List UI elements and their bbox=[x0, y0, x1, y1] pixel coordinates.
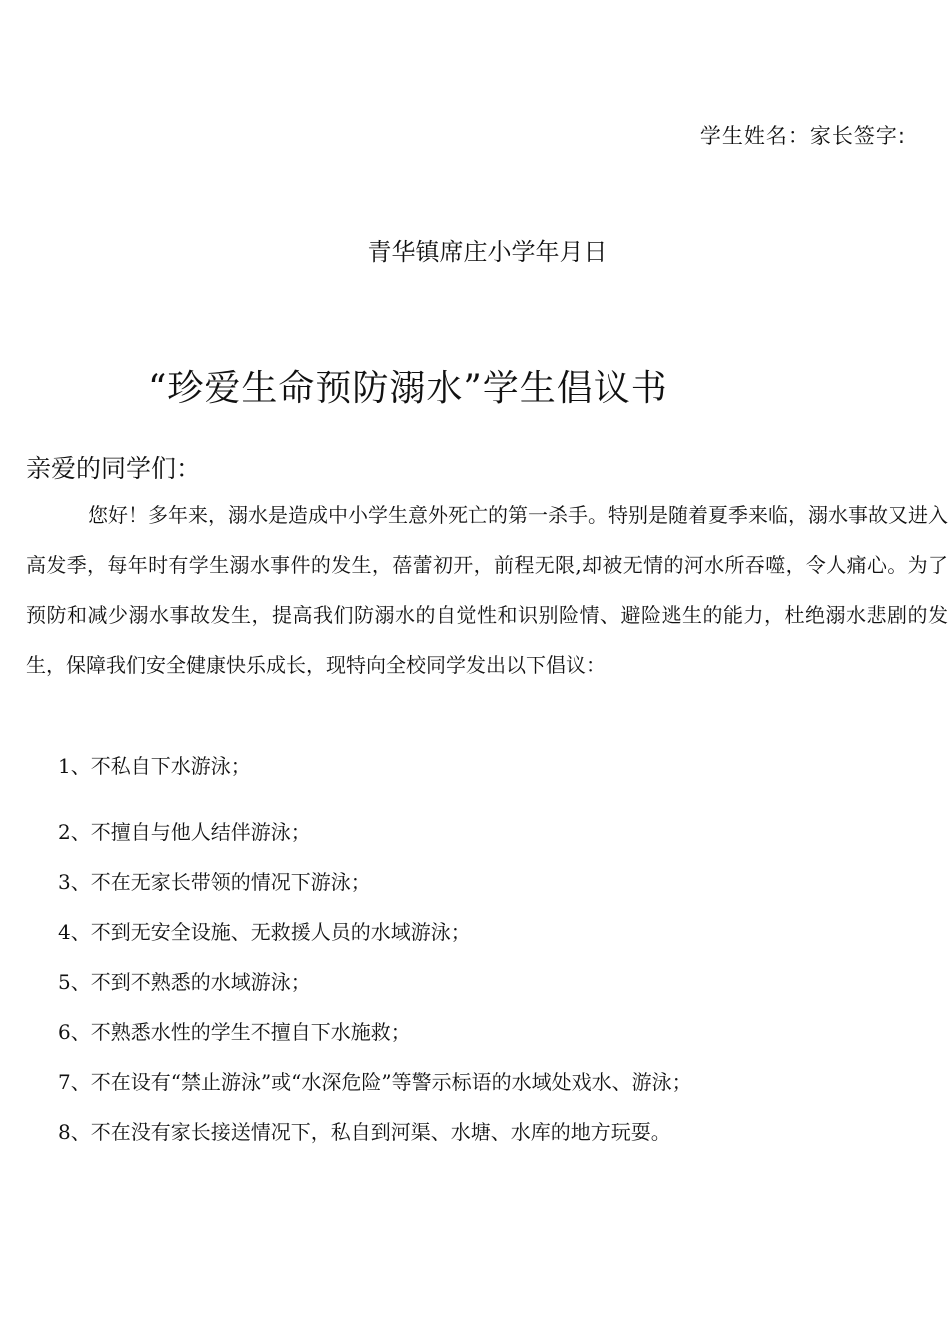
proposal-list bbox=[58, 741, 692, 1157]
salutation: 亲爱的同学们： bbox=[26, 454, 202, 483]
list-item: 8、不在没有家长接送情况下，私自到河渠、水塘、水库的地方玩耍。 bbox=[58, 1120, 671, 1144]
list-item: 3、不在无家长带领的情况下游泳； bbox=[58, 870, 371, 894]
school-date-line: 青华镇席庄小学年月日 bbox=[367, 238, 608, 266]
list-item: 4、不到无安全设施、无救援人员的水域游泳； bbox=[58, 920, 471, 944]
signature-line: 学生姓名：家长签字: bbox=[699, 124, 906, 148]
list-item: 7、不在设有“禁止游泳”或“水深危险”等警示标语的水域处戏水、游泳； bbox=[58, 1070, 692, 1094]
list-item: 5、不到不熟悉的水域游泳； bbox=[58, 970, 311, 994]
list-item: 1、不私自下水游泳； bbox=[58, 754, 251, 778]
intro-paragraph: 您好！多年来，溺水是造成中小学生意外死亡的第一杀手。特别是随着夏季来临，溺水事故又进入高发季，每年时有学生溺水事件的发生，蓓蕾初开，前程无限,却被无情的河水所吞噬，令人痛心。为了预防和减少溺水事故发生，提高我们防溺水的自觉性和识别险情、避险逃生的能力，杜绝溺水悲剧的发生，保障我们安全健康快乐成长，现特向全校同学发出以下倡议： bbox=[26, 503, 948, 677]
document-title: “珍爱生命预防溺水”学生倡议书 bbox=[148, 368, 668, 409]
list-item: 6、不熟悉水性的学生不擅自下水施救； bbox=[58, 1020, 411, 1044]
list-item: 2、不擅自与他人结伴游泳； bbox=[58, 820, 311, 844]
